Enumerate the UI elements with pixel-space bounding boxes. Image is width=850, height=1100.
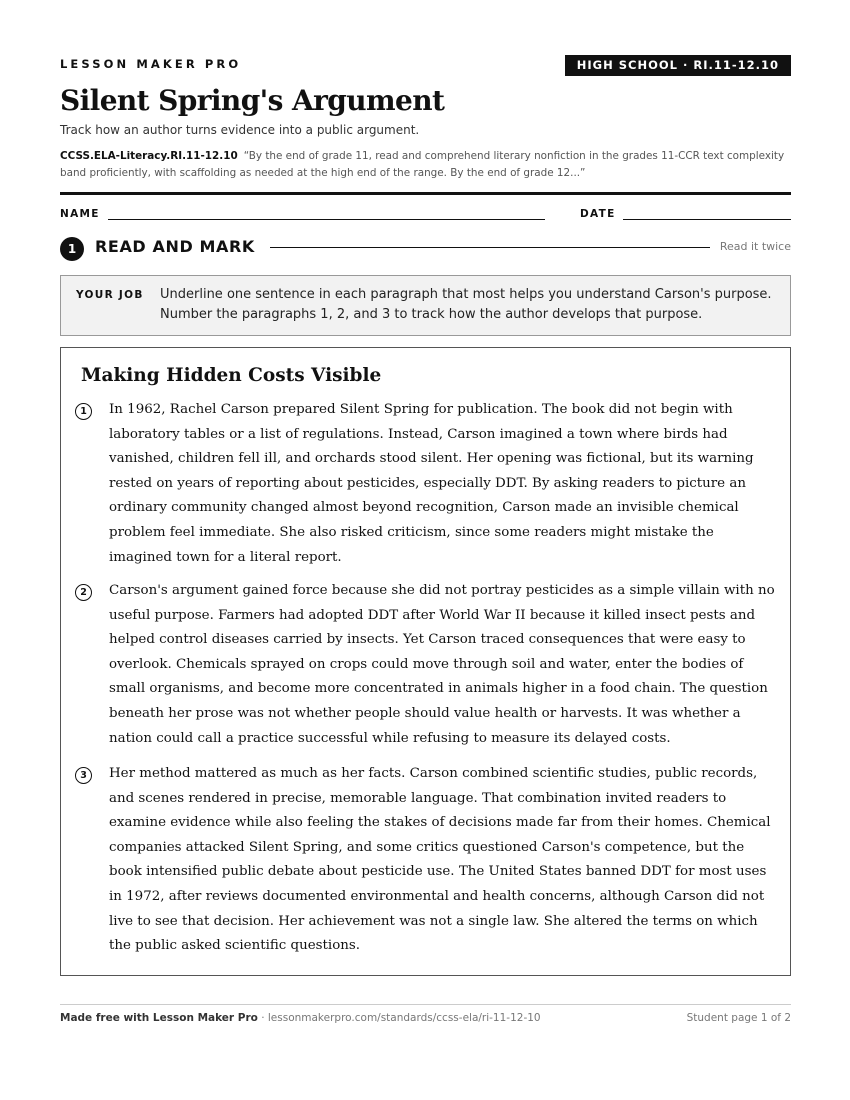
footer-url[interactable]: · lessonmakerpro.com/standards/ccss-ela/ri-11-12-10 (257, 1012, 541, 1024)
standard-description (60, 148, 791, 182)
paragraph-number-1: 1 (75, 403, 92, 420)
worksheet-subtitle: Track how an author turns evidence into a public argument. (60, 123, 420, 137)
paragraph-number-3: 3 (75, 767, 92, 784)
instructions-label: YOUR JOB (76, 289, 144, 301)
header-divider (60, 192, 791, 195)
name-label: NAME (60, 208, 100, 220)
worksheet-title: Silent Spring's Argument (60, 84, 445, 117)
section-note: Read it twice (719, 240, 791, 253)
brand-name: LESSON MAKER PRO (60, 57, 242, 71)
grade-standard-badge: HIGH SCHOOL · RI.11-12.10 (565, 55, 791, 76)
passage-paragraph-2: Carson's argument gained force because she did not portray pesticides as a simple villain with no useful purpose. Farmers had adopted DDT after World War II because it killed insect pests and helped control diseases carried by insects. Yet Carson traced consequences that were easy to overlook. Chemicals sprayed on crops could move through soil and water, enter the bodies of small organisms, and become more concentrated in animals higher in a food chain. The question beneath her prose was not whether people should value health or harvests. It was whether a nation could call a practice successful while refusing to measure its delayed costs. (109, 583, 775, 746)
footer-divider (60, 1004, 791, 1005)
section-divider (270, 247, 710, 248)
passage-paragraph-3: Her method mattered as much as her facts. Carson combined scientific studies, public records, and scenes rendered in precise, memorable language. That combination invited readers to examine evidence while also feeling the stakes of decisions made far from their homes. Chemical companies attacked Silent Spring, and some critics questioned Carson's competence, but the book intensified public debate about pesticide use. The United States banned DDT for most uses in 1972, after reviews documented environmental and health concerns, although Carson did not live to see that decision. Her achievement was not a single law. She altered the terms on which the public asked scientific questions. (109, 766, 771, 954)
passage-paragraph-1: In 1962, Rachel Carson prepared Silent Spring for publication. The book did not begin with laboratory tables or a list of regulations. Instead, Carson imagined a town where birds had vanished, children fell ill, and orchards stood silent. Her opening was fictional, but its warning rested on years of reporting about pesticides, especially DDT. By asking readers to picture an ordinary community changed almost beyond recognition, Carson made an invisible chemical problem feel immediate. She also risked criticism, since some readers might mistake the imagined town for a literal report. (109, 402, 754, 565)
section-title: READ AND MARK (95, 237, 255, 256)
passage-title: Making Hidden Costs Visible (81, 365, 382, 386)
worksheet-page (60, 0, 791, 1100)
reading-passage (60, 347, 791, 976)
standard-code: CCSS.ELA-Literacy.RI.11-12.10 (60, 150, 238, 162)
instructions-text: Underline one sentence in each paragraph that most helps you understand Carson's purpose. Number the paragraphs 1, 2, and 3 to track how the author develops that purpose. (160, 287, 772, 322)
name-field-line[interactable] (108, 219, 545, 220)
footer-made-label: Made free with Lesson Maker Pro (60, 1012, 258, 1024)
date-label: DATE (580, 208, 616, 220)
date-field-line[interactable] (623, 219, 791, 220)
standard-text: “By the end of grade 11, read and comprehend literary nonfiction in the grades 11-CCR text complexity band proficiently, with scaffolding as needed at the high end of the range. By the end of grade 12...” (60, 150, 785, 179)
instructions-box (60, 275, 791, 336)
section-number-badge: 1 (60, 237, 84, 261)
paragraph-number-2: 2 (75, 584, 92, 601)
footer-credit (60, 1012, 541, 1024)
footer-page-number: Student page 1 of 2 (686, 1012, 791, 1024)
